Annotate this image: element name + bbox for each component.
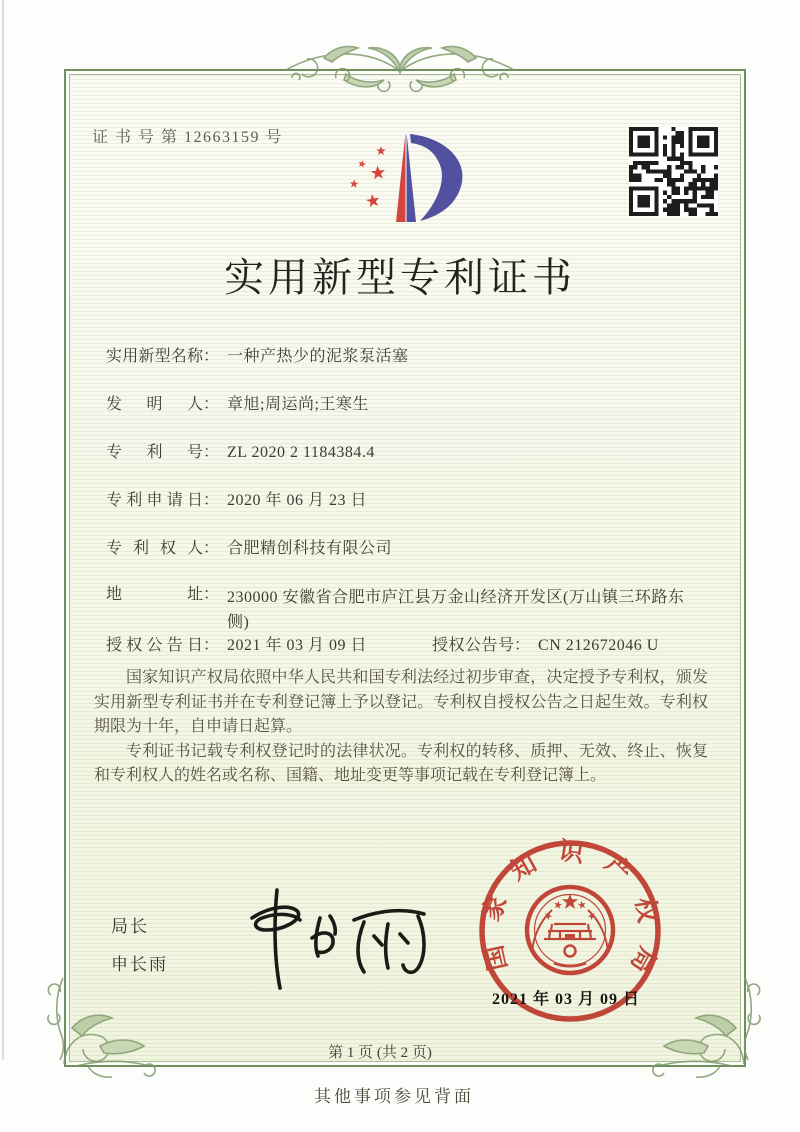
field-row-patent-number xyxy=(106,443,375,463)
cnipa-logo xyxy=(340,120,480,228)
field-label: 专利申请日 xyxy=(106,492,203,509)
field-label: 专利号 xyxy=(106,444,203,461)
page-indicator: 第 1 页 (共 2 页) xyxy=(328,1045,432,1061)
field-label: 地址 xyxy=(106,586,203,603)
field-label: 授权公告号 xyxy=(432,637,514,654)
legal-text xyxy=(94,666,708,789)
field-row-utility-model-name xyxy=(106,347,409,367)
field-label: 实用新型名称 xyxy=(106,348,203,365)
back-note: 其他事项参见背面 xyxy=(314,1087,474,1106)
field-value: 一种产热少的泥浆泵活塞 xyxy=(227,348,409,365)
flag-stars xyxy=(350,146,386,207)
field-row-inventors xyxy=(106,395,369,415)
field-row-patentee xyxy=(106,539,392,559)
logo-triangle-left xyxy=(396,128,406,222)
field-colon: ： xyxy=(514,637,531,654)
seal-authority-text: 国家知识产权局 xyxy=(476,837,664,995)
certificate-number: 证 书 号 第 12663159 号 xyxy=(92,129,284,146)
field-colon: ： xyxy=(203,348,220,365)
field-value: 合肥精创科技有限公司 xyxy=(227,540,393,557)
field-colon: ： xyxy=(203,637,220,654)
signature-name: 申长雨 xyxy=(111,955,168,974)
field-value: 230000 安徽省合肥市庐江县万金山经济开发区(万山镇三环路东侧) xyxy=(227,589,685,631)
field-colon: ： xyxy=(203,492,220,509)
scan-edge-line xyxy=(2,0,4,1060)
certificate-title: 实用新型专利证书 xyxy=(224,255,576,300)
field-label: 发明人 xyxy=(106,396,203,413)
legal-status-statement: 专利证书记载专利权登记时的法律状况。专利权的转移、质押、无效、终止、恢复和专利权人的姓名或名称、国籍、地址变更等事项记载在专利登记簿上。 xyxy=(94,742,708,784)
field-row-address xyxy=(106,585,705,635)
grant-statement: 国家知识产权局依照中华人民共和国专利法经过初步审查，决定授予专利权，颁发实用新型专利证书并在专利登记簿上予以登记。专利权自授权公告之日起生效。专利权期限为十年，自申请日起算。 xyxy=(94,669,708,735)
emblem-gear xyxy=(565,946,576,957)
field-value: 2020 年 06 月 23 日 xyxy=(227,492,368,509)
field-label: 专利权人 xyxy=(106,540,203,557)
field-row-filing-date xyxy=(106,491,367,511)
emblem-ribbon xyxy=(554,963,586,966)
field-row-grant-number xyxy=(432,636,659,656)
field-value: 章旭;周运尚;王寒生 xyxy=(227,396,369,413)
field-value: 2021 年 03 月 09 日 xyxy=(227,637,368,654)
logo-p-curve xyxy=(410,134,463,221)
signature-title: 局长 xyxy=(111,917,149,936)
field-colon: ： xyxy=(203,444,220,461)
field-colon: ： xyxy=(203,396,220,413)
seal-date: 2021 年 03 月 09 日 xyxy=(492,991,641,1008)
field-label: 授权公告日 xyxy=(106,637,203,654)
qr-code xyxy=(629,127,718,216)
field-value: ZL 2020 2 1184384.4 xyxy=(227,444,375,461)
emblem-stars xyxy=(544,894,595,921)
field-row-grant-date xyxy=(106,636,659,656)
bottom-left-flourish-ornament xyxy=(46,976,158,1082)
field-value: CN 212672046 U xyxy=(538,637,659,654)
bottom-right-flourish-ornament xyxy=(650,976,762,1082)
handwritten-signature xyxy=(222,880,437,995)
top-flourish-ornament xyxy=(284,38,516,102)
field-colon: ： xyxy=(203,586,220,603)
field-colon: ： xyxy=(203,540,220,557)
